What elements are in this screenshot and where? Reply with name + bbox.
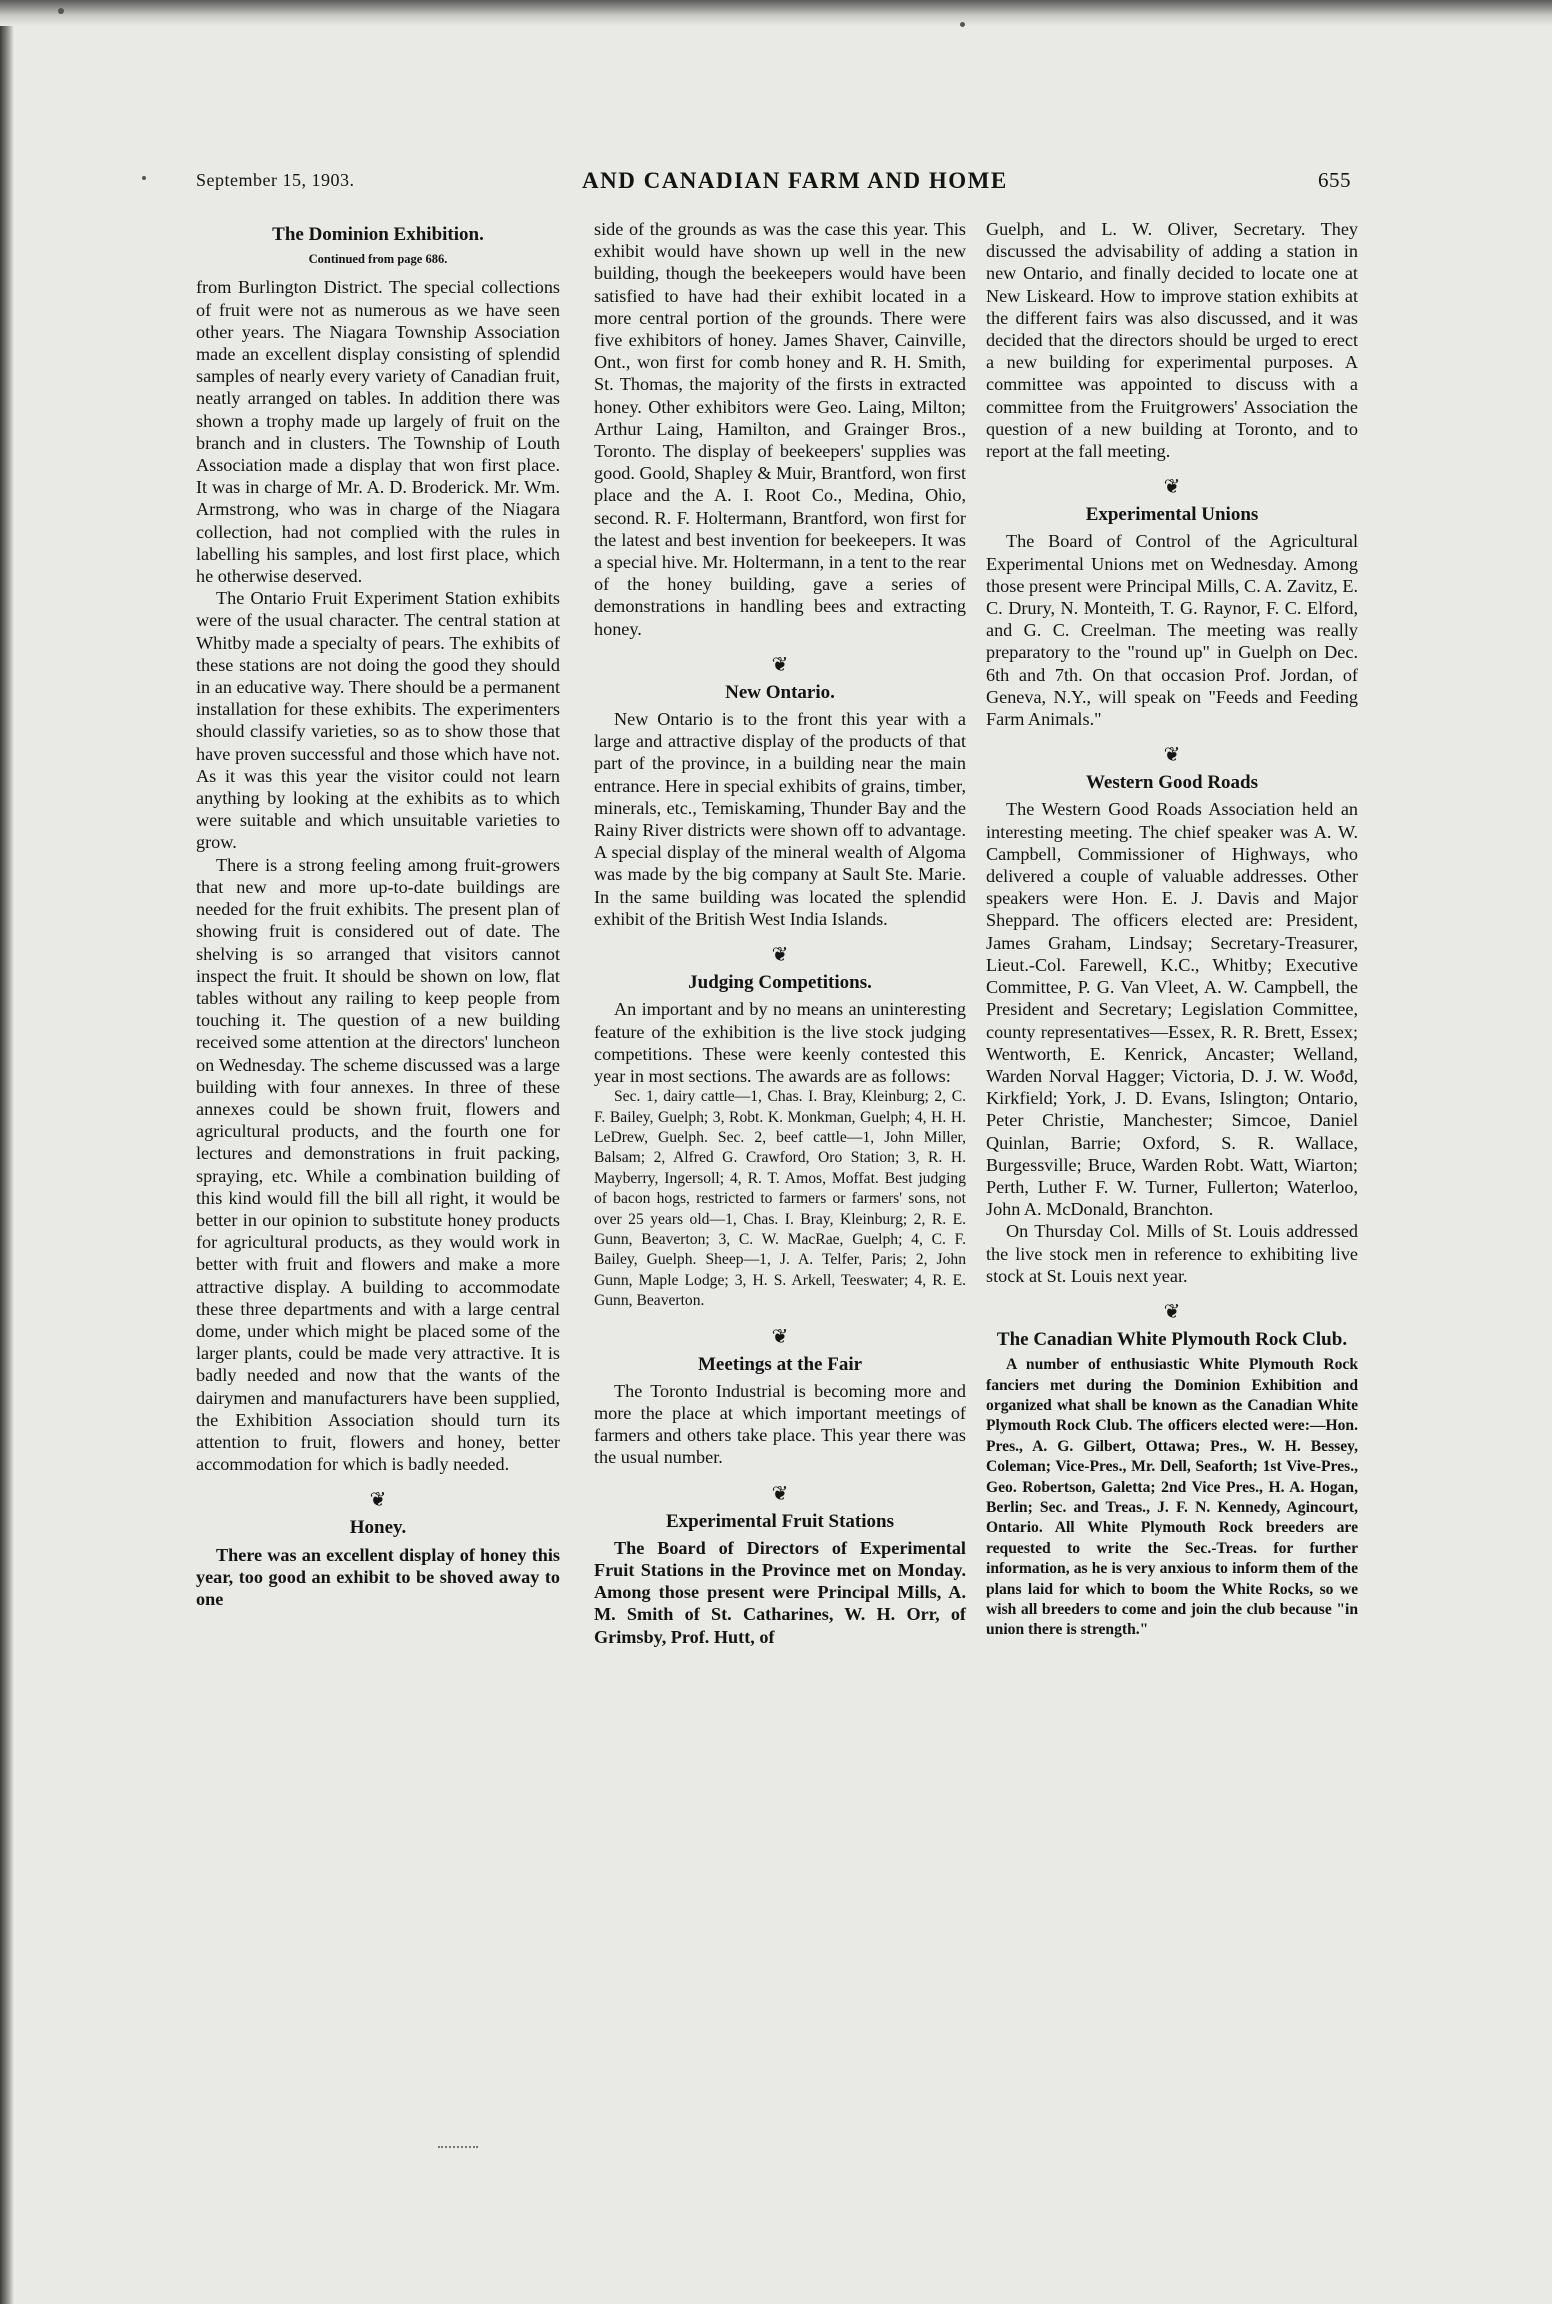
paragraph: from Burlington District. The special collections of fruit were not as numerous as we have seen other years. The Niagara Township Association made an excellent display consisting of splendid samples of nearly every variety of Canadian fruit, neatly arranged on tables. In addition there was shown a trophy made up largely of fruit on the branch and in clusters. The Township of Louth Association made a display that won first place. It was in charge of Mr. A. D. Broderick. Mr. Wm. Armstrong, who was in charge of the Niagara collection, had not complied with the rules in labelling his samples, and lost first place, which he otherwise deserved. — [196, 277, 560, 587]
paragraph: There was an excellent display of honey this year, too good an exhibit to be shoved away to one — [196, 1544, 560, 1609]
paragraph: The Western Good Roads Association held an interesting meeting. The chief speaker was A. W. Campbell, Commissioner of Highways, who delivered a couple of valuable addresses. Other speakers were Hon. E. J. Davis and Major Sheppard. The officers elected are: President, James Graham, Lindsay; Secretary-Treasurer, Lieut.-Col. Farewell, K.C., Whitby; Executive Committee, P. G. Van Vleet, A. W. Campbell, the President and Secretary; Legislation Committee, county representatives—Essex, R. R. Brett, Essex; Wentworth, E. Kenrick, Ancaster; Welland, Warden Norval Hagger; Victoria, D. J. W. Wood, Kirkfield; York, J. D. Evans, Islington; Ontario, Peter Christie, Manchester; Simcoe, Daniel Quinlan, Barrie; Oxford, S. R. Wallace, Burgessville; Bruce, Warden Robt. Watt, Wiarton; Perth, Luther F. W. Turner, Fullerton; Waterloo, John A. McDonald, Branchton. — [986, 799, 1358, 1220]
paragraph: An important and by no means an uninteresting feature of the exhibition is the live stock judging competitions. These were keenly contested this year in most sections. The awards are as follows: — [594, 999, 966, 1086]
section-ornament: ❦ — [369, 1489, 387, 1512]
awards-list: Sec. 1, dairy cattle—1, Chas. I. Bray, Kleinburg; 2, C. F. Bailey, Guelph; 3, Robt. K. Monkman, Guelph; 4, H. H. LeDrew, Guelph. Sec. 2, beef cattle—1, John Miller, Balsam; 2, Alfred G. Crawford, Oro Station; 3, R. H. Mayberry, Ingersoll; 4, R. T. Amos, Moffat. Best judging of bacon hogs, restricted to farmers or farmers' sons, not over 25 years old—1, Chas. I. Bray, Kleinburg; 2, R. E. Gunn, Beaverton; 3, C. W. MacRae, Guelph; 4, C. F. Bailey, Guelph. Sheep—1, J. A. Telfer, Paris; 2, John Gunn, Maple Lodge; 3, H. S. Arkell, Teeswater; 4, R. E. Gunn, Beaverton. — [594, 1088, 966, 1310]
column-middle — [594, 218, 966, 1648]
page-binding-edge — [0, 0, 14, 2304]
paragraph: Guelph, and L. W. Oliver, Secretary. They discussed the advisability of adding a station in new Ontario, and finally decided to locate one at New Liskeard. How to improve station exhibits at the different fairs was also discussed, and it was decided that the directors should be urged to erect a new building for experimental purposes. A committee was appointed to discuss with a committee from the Fruitgrowers' Association the question of a new building at Toronto, and to report at the fall meeting. — [986, 219, 1358, 462]
section-heading-good-roads: Western Good Roads — [1085, 772, 1259, 794]
page-number: 655 — [1318, 168, 1351, 192]
section-ornament: ❦ — [771, 1482, 789, 1505]
masthead: AND CANADIAN FARM AND HOME — [582, 168, 1008, 193]
paragraph: There is a strong feeling among fruit-growers that new and more up-to-date buildings are needed for the fruit exhibits. The present plan of showing fruit is considered out of date. The shelving is so arranged that visitors cannot inspect the fruit. It should be shown on low, flat tables without any railing to keep people from touching it. The question of a new building received some attention at the directors' luncheon on Wednesday. The scheme discussed was a large building with four annexes. In three of these annexes could be shown fruit, flowers and agricultural products, and the fourth one for lectures and demonstrations in fruit packing, spraying, etc. While a combination building of this kind would fill the bill all right, it would be better in our opinion to substitute honey products for agricultural products, as they would work in better with fruit and flowers and make a more attractive display. A building to accommodate these three departments and with a large central dome, under which might be placed some of the larger plants, could be made very attractive. It is badly needed and now that the wants of the dairymen and manufacturers have been supplied, the Exhibition Association should turn its attention to fruit, flowers and honey, better accommodation for which is badly needed. — [196, 854, 560, 1475]
continued-note: Continued from page 686. — [308, 252, 448, 267]
section-heading-new-ontario: New Ontario. — [725, 681, 835, 703]
paragraph: The Ontario Fruit Experiment Station exhibits were of the usual character. The central station at Whitby made a specialty of pears. The exhibits of these stations are not doing the good they should in an educative way. There should be a permanent installation for these exhibits. The experimenters should classify varieties, so as to show those that have proven successful and those which have not. As it was this year the visitor could not learn anything by looking at the exhibits as to which were suitable and which unsuitable varieties to grow. — [196, 588, 560, 853]
section-ornament: ❦ — [1163, 476, 1181, 499]
paragraph: The Board of Control of the Agricultural Experimental Unions met on Wednesday. Among those present were Principal Mills, C. A. Zavitz, E. C. Drury, N. Monteith, T. G. Raynor, F. C. Elford, and G. C. Creelman. The meeting was really preparatory to the "round up" in Guelph on Dec. 6th and 7th. On that occasion Prof. Jordan, of Geneva, N.Y., will speak on "Feeds and Feeding Farm Animals." — [986, 531, 1358, 730]
section-heading-fruit-stations: Experimental Fruit Stations — [666, 1510, 894, 1532]
paragraph: New Ontario is to the front this year with a large and attractive display of the products of that part of the province, in a building near the main entrance. Here in special exhibits of grains, timber, minerals, etc., Temiskaming, Thunder Bay and the Rainy River districts were shown off to advantage. A special display of the mineral wealth of Algoma was made by the big company at Sault Ste. Marie. In the same building was located the splendid exhibit of the British West India Islands. — [594, 709, 966, 929]
page-header — [0, 166, 1552, 196]
paragraph: On Thursday Col. Mills of St. Louis addressed the live stock men in reference to exhibiting live stock at St. Louis next year. — [986, 1221, 1358, 1286]
section-heading-unions: Experimental Unions — [1085, 504, 1259, 526]
page-top-shadow — [0, 0, 1552, 26]
section-heading-honey: Honey. — [349, 1517, 407, 1539]
section-heading-judging: Judging Competitions. — [688, 972, 872, 994]
section-ornament: ❦ — [771, 1325, 789, 1348]
section-heading-meetings: Meetings at the Fair — [697, 1353, 863, 1375]
section-ornament: ❦ — [771, 944, 789, 967]
column-left — [196, 218, 560, 1610]
ink-speck — [960, 22, 965, 27]
article-title: The Dominion Exhibition. — [272, 224, 484, 245]
paragraph: side of the grounds as was the case this year. This exhibit would have shown up well in the new building, though the beekeepers would have been satisfied to have had their exhibit located in a more central portion of the grounds. There were five exhibitors of honey. James Shaver, Cainville, Ont., won first for comb honey and R. H. Smith, St. Thomas, the majority of the firsts in extracted honey. Other exhibitors were Geo. Laing, Milton; Arthur Laing, Hamilton, and Grainger Bros., Toronto. The display of beekeepers' supplies was good. Goold, Shapley & Muir, Brantford, won first place and the A. I. Root Co., Medina, Ohio, second. R. F. Holtermann, Brantford, won first for the latest and best invention for beekeepers. It was a special hive. Mr. Holtermann, in a tent to the rear of the honey building, gave a series of demonstrations in handling bees and extracting honey. — [594, 219, 966, 639]
section-heading-plymouth-rock: The Canadian White Plymouth Rock Club. — [996, 1328, 1348, 1350]
paragraph: A number of enthusiastic White Plymouth Rock fanciers met during the Dominion Exhibition and organized what shall be known as the Canadian White Plymouth Rock Club. The officers elected were:—Hon. Pres., A. G. Gilbert, Ottawa; Pres., W. H. Bessey, Coleman; Vice-Pres., Mr. Dell, Seaforth; 1st Vive-Pres., Geo. Robertson, Galetta; 2nd Vice Pres., H. A. Hogan, Berlin; Sec. and Treas., J. F. N. Kennedy, Agincourt, Ontario. All White Plymouth Rock breeders are requested to write the Sec.-Treas. for further information, as he is very anxious to inform them of the plans laid for which to boom the White Rocks, so we wish all breeders to come and join the club because "in union there is strength." — [986, 1356, 1358, 1639]
paragraph: The Toronto Industrial is becoming more and more the place at which important meetings of farmers and others take place. This year there was the usual number. — [594, 1380, 966, 1468]
issue-date: September 15, 1903. — [196, 170, 355, 190]
printer-mark — [438, 2140, 478, 2148]
section-ornament: ❦ — [1163, 1300, 1181, 1323]
paragraph: The Board of Directors of Experimental Fruit Stations in the Province met on Monday. Among those present were Principal Mills, A. M. Smith of St. Catharines, W. H. Orr, of Grimsby, Prof. Hutt, of — [594, 1537, 966, 1647]
ink-speck — [58, 8, 64, 14]
section-ornament: ❦ — [771, 653, 789, 676]
section-ornament: ❦ — [1163, 744, 1181, 767]
column-right — [986, 218, 1358, 1641]
